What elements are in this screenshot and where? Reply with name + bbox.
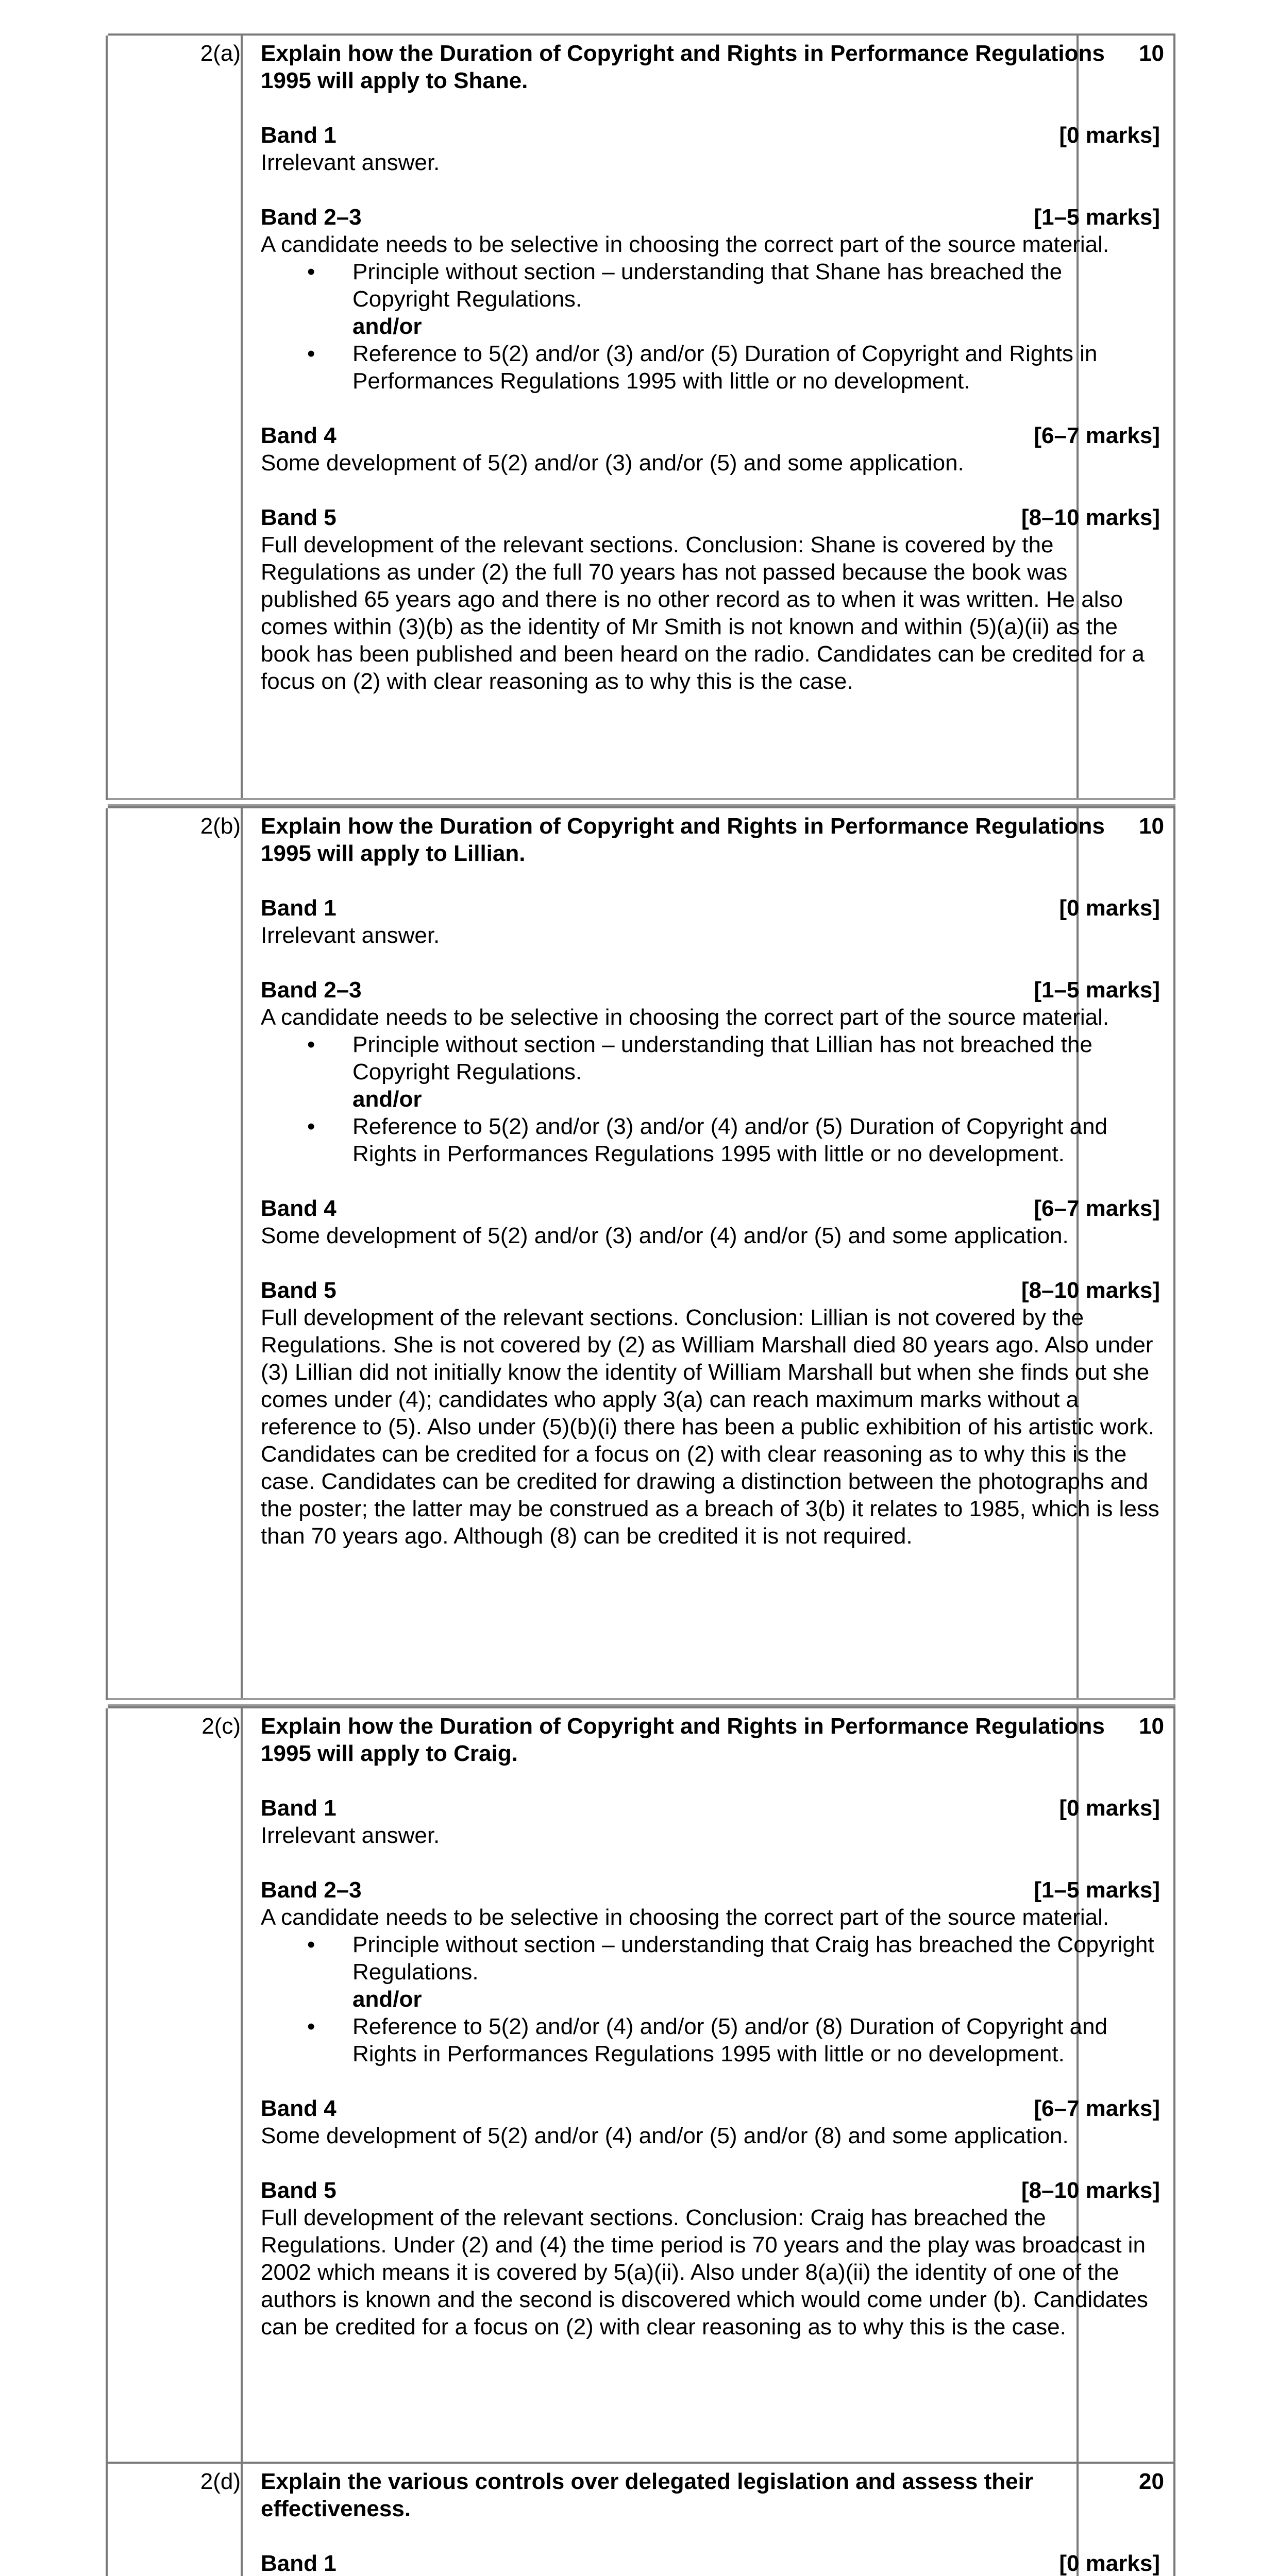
band-range: [6–7 marks] [1034, 423, 1160, 448]
band-text: Some development of 5(2) and/or (3) and/or (5) and some application. [261, 450, 964, 476]
band-name: Band 2–3 [261, 205, 362, 230]
band-text: A candidate needs to be selective in choosing the correct part of the source material. [261, 232, 1109, 257]
question-row-2d [108, 2462, 1175, 2576]
band-text: Irrelevant answer. [261, 1823, 440, 1848]
bullet-item: • Reference to 5(2) and/or (3) and/or (5) Duration of Copyright and Rights in Performances Regulations 1995 with little or no development. [261, 340, 1160, 395]
row-divider [108, 1698, 1175, 1706]
band-range: [8–10 marks] [1021, 505, 1160, 530]
question-row-2a [108, 33, 1175, 800]
band-range: [1–5 marks] [1034, 977, 1160, 1003]
bullet-item: • Reference to 5(2) and/or (3) and/or (4) and/or (5) Duration of Copyright and Rights in Performances Regulations 1995 with little or no development. [261, 1113, 1160, 1167]
band-text: Full development of the relevant sections. Conclusion: Lillian is not covered by the Regulations. She is not covered by (2) as William Marshall died 80 years ago. Also under (3) Lillian did not initially know the identity of William Marshall but when she finds out she comes under (4); candidates who apply 3(a) can reach maximum marks without a reference to (5). Also under (5)(b)(i) there has been a public exhibition of his artistic work. Candidates can be credited for a focus on (2) with clear reasoning as to why this is the case. Candidates can be credited for drawing a distinction between the photographs and the poster; the latter may be construed as a breach of 3(b) it relates to 1985, which is less than 70 years ago. Although (8) can be credited it is not required. [261, 1305, 1159, 1549]
question-content [261, 1713, 1160, 2341]
band-name: Band 5 [261, 2178, 337, 2203]
band-5 [261, 2177, 1160, 2341]
question-content [261, 812, 1160, 1550]
connector-text: and/or [352, 1987, 422, 2012]
band-text: Full development of the relevant sections. Conclusion: Craig has breached the Regulations. Under (2) and (4) the time period is 70 years and the play was broadcast in 2002 which means it is covered by 5(a)(ii). Also under 8(a)(ii) the identity of one of the authors is known and the second is discovered which would come under (b). Candidates can be credited for a focus on (2) with clear reasoning as to why this is the case. [261, 2205, 1148, 2340]
question-number: 2(c) [201, 1714, 241, 1739]
question-text: Explain how the Duration of Copyright and Rights in Performance Regulations 1995 will apply to Shane. [261, 41, 1105, 93]
band-range: [1–5 marks] [1034, 1877, 1160, 1903]
question-row-2b [108, 806, 1175, 1700]
question-row-2c [108, 1706, 1175, 2464]
connector-text: and/or [352, 314, 422, 339]
band-name: Band 4 [261, 1196, 337, 1221]
band-2-3 [261, 204, 1160, 395]
band-text: Irrelevant answer. [261, 150, 440, 175]
band-name: Band 1 [261, 1795, 337, 1821]
band-1 [261, 122, 1160, 176]
question-text: Explain how the Duration of Copyright and Rights in Performance Regulations 1995 will apply to Lillian. [261, 814, 1105, 866]
band-1 [261, 1794, 1160, 1849]
band-name: Band 5 [261, 1278, 337, 1303]
question-marks: 20 [1139, 2469, 1164, 2494]
band-name: Band 1 [261, 2551, 337, 2576]
question-number: 2(b) [200, 814, 241, 839]
band-range: [0 marks] [1059, 123, 1160, 148]
band-2-3 [261, 1876, 1160, 2067]
question-number: 2(a) [200, 41, 241, 66]
band-4 [261, 422, 1160, 477]
band-name: Band 2–3 [261, 977, 362, 1003]
band-text: A candidate needs to be selective in choosing the correct part of the source material. [261, 1905, 1109, 1930]
question-content [261, 2468, 1160, 2576]
band-range: [1–5 marks] [1034, 205, 1160, 230]
band-range: [8–10 marks] [1021, 1278, 1160, 1303]
band-name: Band 5 [261, 505, 337, 530]
band-name: Band 1 [261, 895, 337, 921]
band-text: Some development of 5(2) and/or (3) and/or (4) and/or (5) and some application. [261, 1223, 1069, 1248]
band-name: Band 1 [261, 123, 337, 148]
band-name: Band 4 [261, 2096, 337, 2121]
bullet-item: • Principle without section – understanding that Shane has breached the Copyright Regulations. [261, 258, 1160, 313]
question-text: Explain how the Duration of Copyright and Rights in Performance Regulations 1995 will apply to Craig. [261, 1714, 1105, 1766]
band-4 [261, 2095, 1160, 2149]
bullet-item: • Principle without section – understanding that Lillian has not breached the Copyright Regulations. [261, 1031, 1160, 1086]
band-range: [0 marks] [1059, 2551, 1160, 2576]
band-text: Some development of 5(2) and/or (4) and/or (5) and/or (8) and some application. [261, 2123, 1069, 2148]
band-range: [0 marks] [1059, 1795, 1160, 1821]
question-marks: 10 [1139, 814, 1164, 839]
question-marks: 10 [1139, 1714, 1164, 1739]
band-text: Irrelevant answer. [261, 923, 440, 948]
band-1 [261, 2550, 1160, 2576]
band-4 [261, 1195, 1160, 1249]
band-text: A candidate needs to be selective in choosing the correct part of the source material. [261, 1005, 1109, 1030]
bullet-item: • Reference to 5(2) and/or (4) and/or (5) and/or (8) Duration of Copyright and Rights in Performances Regulations 1995 with little or no development. [261, 2013, 1160, 2067]
bullet-item: • Principle without section – understanding that Craig has breached the Copyright Regulations. [261, 1931, 1160, 1986]
question-text: Explain the various controls over delegated legislation and assess their effectiveness. [261, 2469, 1033, 2521]
band-5 [261, 1277, 1160, 1550]
band-text: Full development of the relevant sections. Conclusion: Shane is covered by the Regulations as under (2) the full 70 years has not passed because the book was published 65 years ago and there is no other record as to when it was written. He also comes within (3)(b) as the identity of Mr Smith is not known and within (5)(a)(ii) as the book has been published and been heard on the radio. Candidates can be credited for a focus on (2) with clear reasoning as to why this is the case. [261, 532, 1145, 694]
band-range: [6–7 marks] [1034, 1196, 1160, 1221]
row-divider [108, 798, 1175, 806]
band-name: Band 2–3 [261, 1877, 362, 1903]
connector-text: and/or [352, 1087, 422, 1112]
band-1 [261, 894, 1160, 949]
band-range: [8–10 marks] [1021, 2178, 1160, 2203]
band-range: [0 marks] [1059, 895, 1160, 921]
band-5 [261, 504, 1160, 695]
question-number: 2(d) [200, 2469, 241, 2494]
band-range: [6–7 marks] [1034, 2096, 1160, 2121]
band-name: Band 4 [261, 423, 337, 448]
band-2-3 [261, 976, 1160, 1167]
question-content [261, 40, 1160, 695]
question-marks: 10 [1139, 41, 1164, 66]
